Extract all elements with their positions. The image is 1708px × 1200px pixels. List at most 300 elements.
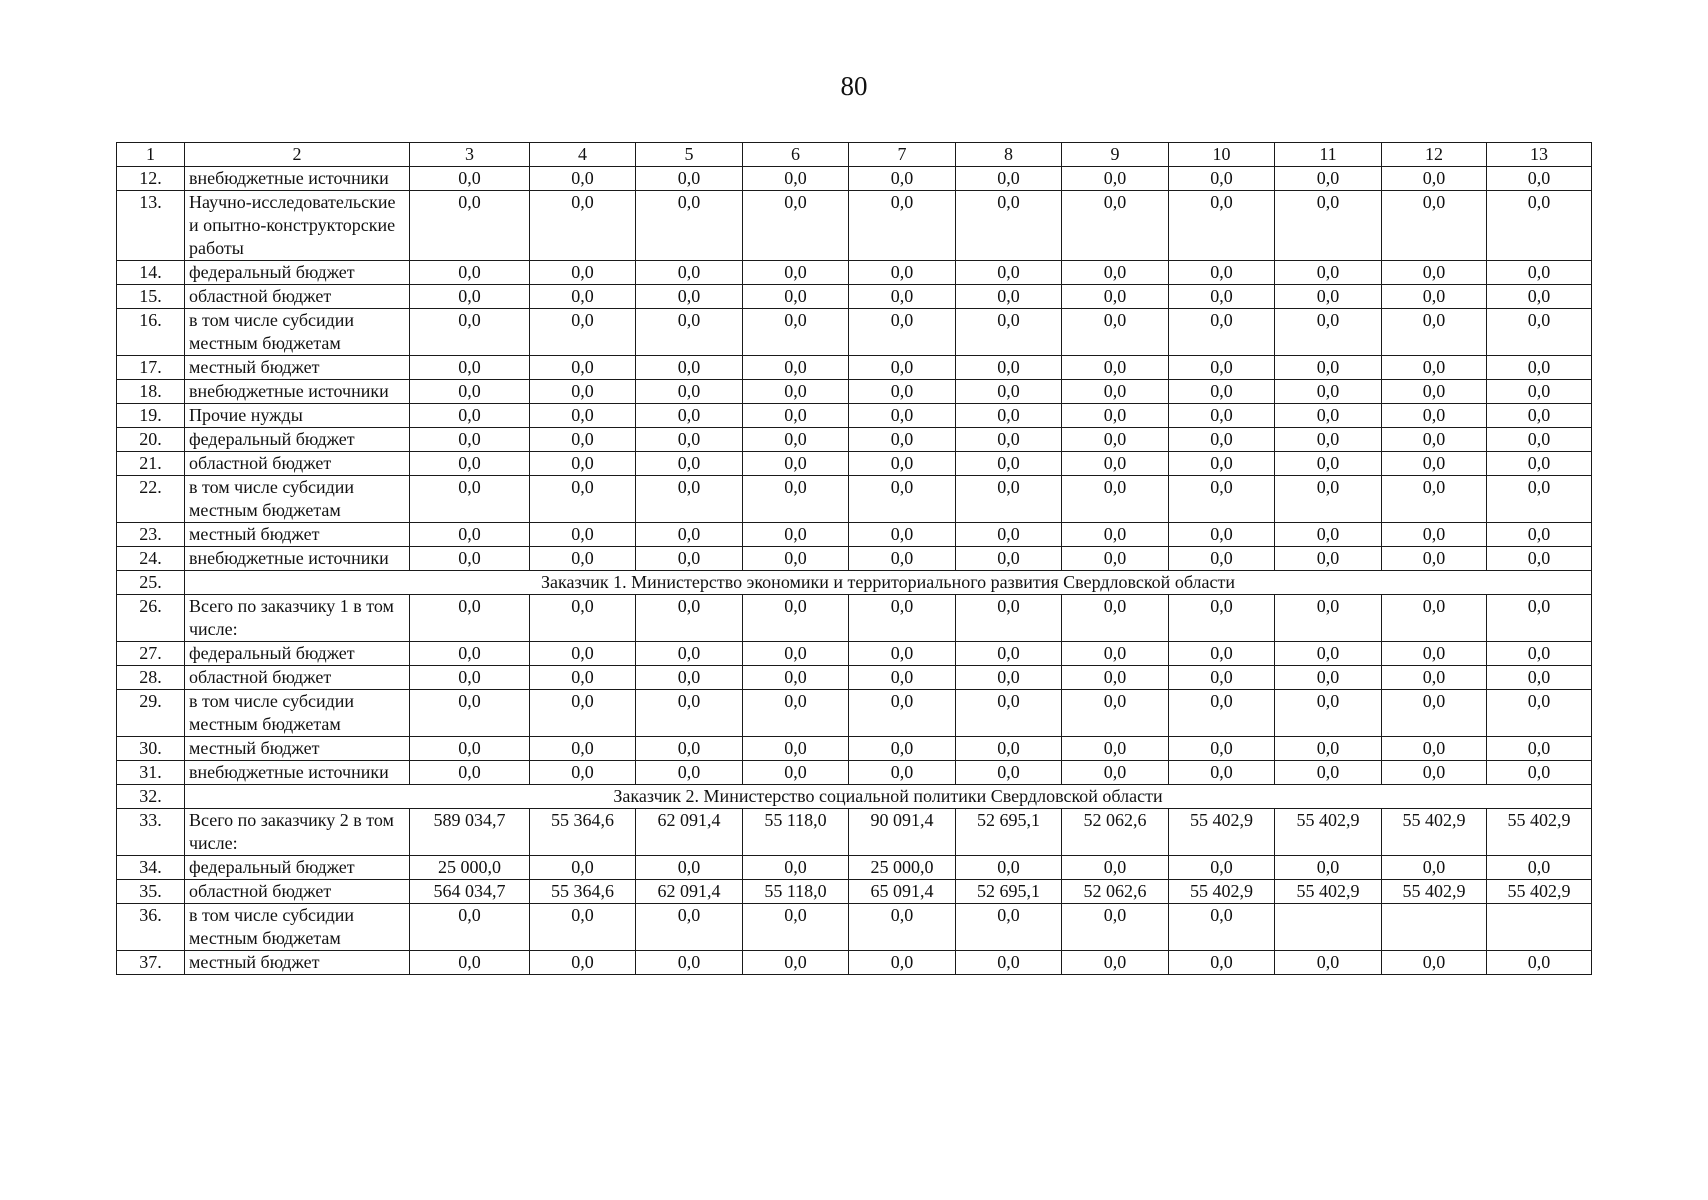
value-cell: 0,0 xyxy=(530,642,636,666)
value-cell: 0,0 xyxy=(636,547,743,571)
value-cell: 0,0 xyxy=(1275,428,1382,452)
value-cell: 0,0 xyxy=(1382,191,1487,261)
row-number: 31. xyxy=(117,761,185,785)
value-cell: 0,0 xyxy=(530,167,636,191)
value-cell: 0,0 xyxy=(849,380,956,404)
value-cell: 0,0 xyxy=(636,642,743,666)
header-cell: 5 xyxy=(636,143,743,167)
value-cell: 0,0 xyxy=(1169,404,1275,428)
value-cell: 0,0 xyxy=(1275,737,1382,761)
value-cell: 0,0 xyxy=(849,761,956,785)
row-number: 19. xyxy=(117,404,185,428)
value-cell: 0,0 xyxy=(1487,428,1592,452)
table-row xyxy=(117,428,1592,452)
value-cell: 0,0 xyxy=(636,428,743,452)
value-cell: 0,0 xyxy=(636,951,743,975)
header-cell: 12 xyxy=(1382,143,1487,167)
value-cell: 0,0 xyxy=(1487,356,1592,380)
value-cell: 25 000,0 xyxy=(410,856,530,880)
header-cell: 9 xyxy=(1062,143,1169,167)
table-row xyxy=(117,666,1592,690)
value-cell: 0,0 xyxy=(1062,737,1169,761)
value-cell: 0,0 xyxy=(1062,309,1169,356)
value-cell: 0,0 xyxy=(1062,404,1169,428)
value-cell: 0,0 xyxy=(743,356,849,380)
value-cell: 0,0 xyxy=(956,167,1062,191)
value-cell: 0,0 xyxy=(530,309,636,356)
value-cell: 0,0 xyxy=(1062,452,1169,476)
value-cell: 0,0 xyxy=(956,547,1062,571)
value-cell: 0,0 xyxy=(636,167,743,191)
value-cell: 0,0 xyxy=(743,951,849,975)
value-cell: 0,0 xyxy=(1169,904,1275,951)
table-header-row xyxy=(117,143,1592,167)
value-cell: 0,0 xyxy=(1169,951,1275,975)
table-row xyxy=(117,571,1592,595)
value-cell: 0,0 xyxy=(410,428,530,452)
value-cell: 0,0 xyxy=(636,404,743,428)
value-cell: 0,0 xyxy=(1062,523,1169,547)
value-cell: 55 402,9 xyxy=(1487,880,1592,904)
value-cell: 0,0 xyxy=(1169,428,1275,452)
value-cell: 0,0 xyxy=(743,285,849,309)
value-cell: 0,0 xyxy=(1275,380,1382,404)
value-cell: 0,0 xyxy=(743,666,849,690)
value-cell: 0,0 xyxy=(743,904,849,951)
row-number: 35. xyxy=(117,880,185,904)
value-cell: 0,0 xyxy=(1169,261,1275,285)
value-cell: 0,0 xyxy=(849,356,956,380)
value-cell: 0,0 xyxy=(410,261,530,285)
value-cell: 55 402,9 xyxy=(1382,880,1487,904)
table-row xyxy=(117,261,1592,285)
value-cell: 0,0 xyxy=(1382,642,1487,666)
value-cell: 0,0 xyxy=(1275,951,1382,975)
value-cell: 0,0 xyxy=(530,951,636,975)
row-label: внебюджетные источники xyxy=(185,547,410,571)
value-cell: 0,0 xyxy=(530,904,636,951)
table-row xyxy=(117,809,1592,856)
row-number: 33. xyxy=(117,809,185,856)
table-row xyxy=(117,880,1592,904)
value-cell: 0,0 xyxy=(1382,356,1487,380)
value-cell: 0,0 xyxy=(636,690,743,737)
row-number: 17. xyxy=(117,356,185,380)
value-cell: 0,0 xyxy=(410,666,530,690)
value-cell: 0,0 xyxy=(956,737,1062,761)
value-cell: 52 062,6 xyxy=(1062,809,1169,856)
value-cell: 55 402,9 xyxy=(1169,880,1275,904)
value-cell: 0,0 xyxy=(1487,642,1592,666)
value-cell: 0,0 xyxy=(1487,547,1592,571)
value-cell: 0,0 xyxy=(1275,856,1382,880)
value-cell: 0,0 xyxy=(956,666,1062,690)
value-cell: 0,0 xyxy=(1169,737,1275,761)
value-cell: 0,0 xyxy=(1062,476,1169,523)
row-number: 15. xyxy=(117,285,185,309)
value-cell: 0,0 xyxy=(636,523,743,547)
value-cell: 0,0 xyxy=(1169,690,1275,737)
row-number: 23. xyxy=(117,523,185,547)
value-cell: 0,0 xyxy=(530,404,636,428)
value-cell: 0,0 xyxy=(636,595,743,642)
value-cell: 90 091,4 xyxy=(849,809,956,856)
value-cell: 0,0 xyxy=(636,761,743,785)
value-cell: 0,0 xyxy=(530,285,636,309)
value-cell: 0,0 xyxy=(530,261,636,285)
value-cell: 0,0 xyxy=(410,547,530,571)
value-cell: 0,0 xyxy=(956,690,1062,737)
value-cell: 0,0 xyxy=(1487,261,1592,285)
page-number: 80 xyxy=(840,71,868,101)
table-row xyxy=(117,309,1592,356)
value-cell: 55 364,6 xyxy=(530,809,636,856)
value-cell: 0,0 xyxy=(956,761,1062,785)
value-cell: 0,0 xyxy=(636,904,743,951)
value-cell: 62 091,4 xyxy=(636,880,743,904)
value-cell: 0,0 xyxy=(1382,856,1487,880)
value-cell: 0,0 xyxy=(530,452,636,476)
value-cell: 0,0 xyxy=(1487,737,1592,761)
value-cell: 0,0 xyxy=(1487,856,1592,880)
row-label: местный бюджет xyxy=(185,523,410,547)
value-cell: 0,0 xyxy=(530,476,636,523)
value-cell: 0,0 xyxy=(956,356,1062,380)
value-cell: 0,0 xyxy=(1169,523,1275,547)
value-cell: 0,0 xyxy=(849,309,956,356)
value-cell: 0,0 xyxy=(1169,167,1275,191)
table-row xyxy=(117,595,1592,642)
value-cell: 0,0 xyxy=(956,595,1062,642)
value-cell: 55 364,6 xyxy=(530,880,636,904)
row-label: Всего по заказчику 1 в том числе: xyxy=(185,595,410,642)
value-cell: 0,0 xyxy=(530,191,636,261)
value-cell: 0,0 xyxy=(849,595,956,642)
row-label: федеральный бюджет xyxy=(185,856,410,880)
value-cell: 0,0 xyxy=(1169,356,1275,380)
table-row xyxy=(117,380,1592,404)
value-cell: 0,0 xyxy=(956,452,1062,476)
value-cell: 52 062,6 xyxy=(1062,880,1169,904)
value-cell: 0,0 xyxy=(1487,523,1592,547)
table-row xyxy=(117,690,1592,737)
value-cell: 25 000,0 xyxy=(849,856,956,880)
table-row xyxy=(117,951,1592,975)
value-cell: 0,0 xyxy=(530,523,636,547)
row-label: федеральный бюджет xyxy=(185,261,410,285)
value-cell: 0,0 xyxy=(743,404,849,428)
value-cell: 0,0 xyxy=(636,309,743,356)
value-cell: 0,0 xyxy=(1382,404,1487,428)
table-row xyxy=(117,737,1592,761)
table-row xyxy=(117,547,1592,571)
row-label: областной бюджет xyxy=(185,285,410,309)
section-title: Заказчик 2. Министерство социальной политики Свердловской области xyxy=(185,785,1592,809)
value-cell: 0,0 xyxy=(410,904,530,951)
value-cell: 0,0 xyxy=(1062,856,1169,880)
value-cell: 0,0 xyxy=(1275,666,1382,690)
value-cell: 0,0 xyxy=(410,690,530,737)
value-cell: 0,0 xyxy=(530,856,636,880)
value-cell: 0,0 xyxy=(1062,951,1169,975)
value-cell: 0,0 xyxy=(1062,428,1169,452)
value-cell: 0,0 xyxy=(1382,547,1487,571)
header-cell: 8 xyxy=(956,143,1062,167)
value-cell: 0,0 xyxy=(1062,666,1169,690)
value-cell: 55 402,9 xyxy=(1382,809,1487,856)
value-cell: 0,0 xyxy=(1275,452,1382,476)
value-cell: 0,0 xyxy=(636,191,743,261)
value-cell: 0,0 xyxy=(849,285,956,309)
value-cell: 0,0 xyxy=(530,428,636,452)
value-cell: 0,0 xyxy=(1062,380,1169,404)
row-number: 13. xyxy=(117,191,185,261)
value-cell: 0,0 xyxy=(410,191,530,261)
value-cell: 0,0 xyxy=(1382,737,1487,761)
value-cell: 0,0 xyxy=(1487,191,1592,261)
value-cell: 0,0 xyxy=(1487,309,1592,356)
value-cell: 0,0 xyxy=(636,380,743,404)
value-cell: 0,0 xyxy=(1275,309,1382,356)
value-cell: 0,0 xyxy=(956,856,1062,880)
value-cell: 0,0 xyxy=(849,642,956,666)
row-label: в том числе субсидии местным бюджетам xyxy=(185,476,410,523)
table-row xyxy=(117,285,1592,309)
row-number: 30. xyxy=(117,737,185,761)
value-cell: 0,0 xyxy=(1275,476,1382,523)
row-number: 16. xyxy=(117,309,185,356)
value-cell: 0,0 xyxy=(1382,428,1487,452)
value-cell: 0,0 xyxy=(1169,761,1275,785)
row-number: 29. xyxy=(117,690,185,737)
section-title: Заказчик 1. Министерство экономики и территориального развития Свердловской области xyxy=(185,571,1592,595)
row-number: 26. xyxy=(117,595,185,642)
value-cell: 62 091,4 xyxy=(636,809,743,856)
value-cell: 0,0 xyxy=(743,167,849,191)
value-cell xyxy=(1382,904,1487,951)
value-cell: 564 034,7 xyxy=(410,880,530,904)
table-row xyxy=(117,856,1592,880)
value-cell: 0,0 xyxy=(636,666,743,690)
value-cell: 0,0 xyxy=(1062,761,1169,785)
value-cell: 0,0 xyxy=(1062,642,1169,666)
row-label: областной бюджет xyxy=(185,666,410,690)
header-cell: 10 xyxy=(1169,143,1275,167)
value-cell: 0,0 xyxy=(956,642,1062,666)
row-label: областной бюджет xyxy=(185,452,410,476)
value-cell: 0,0 xyxy=(1062,547,1169,571)
table-row xyxy=(117,404,1592,428)
value-cell: 0,0 xyxy=(849,167,956,191)
value-cell: 0,0 xyxy=(1487,690,1592,737)
value-cell: 0,0 xyxy=(849,191,956,261)
row-number: 18. xyxy=(117,380,185,404)
row-label: в том числе субсидии местным бюджетам xyxy=(185,690,410,737)
value-cell: 0,0 xyxy=(1487,167,1592,191)
value-cell: 0,0 xyxy=(410,595,530,642)
value-cell: 0,0 xyxy=(743,428,849,452)
value-cell: 0,0 xyxy=(410,476,530,523)
value-cell: 0,0 xyxy=(849,452,956,476)
row-number: 22. xyxy=(117,476,185,523)
value-cell: 0,0 xyxy=(743,523,849,547)
table-row xyxy=(117,642,1592,666)
value-cell: 0,0 xyxy=(1062,261,1169,285)
value-cell: 0,0 xyxy=(1169,666,1275,690)
value-cell: 0,0 xyxy=(743,476,849,523)
row-number: 25. xyxy=(117,571,185,595)
table-row xyxy=(117,761,1592,785)
header-cell: 4 xyxy=(530,143,636,167)
value-cell: 0,0 xyxy=(849,690,956,737)
value-cell: 0,0 xyxy=(1169,595,1275,642)
value-cell: 0,0 xyxy=(956,476,1062,523)
row-number: 24. xyxy=(117,547,185,571)
row-label: федеральный бюджет xyxy=(185,428,410,452)
value-cell: 0,0 xyxy=(410,951,530,975)
value-cell: 65 091,4 xyxy=(849,880,956,904)
value-cell: 0,0 xyxy=(956,404,1062,428)
value-cell: 0,0 xyxy=(743,452,849,476)
value-cell: 0,0 xyxy=(1487,404,1592,428)
value-cell: 0,0 xyxy=(743,191,849,261)
row-label: местный бюджет xyxy=(185,951,410,975)
value-cell: 0,0 xyxy=(1062,285,1169,309)
value-cell: 0,0 xyxy=(743,595,849,642)
row-label: внебюджетные источники xyxy=(185,380,410,404)
row-label: местный бюджет xyxy=(185,737,410,761)
value-cell: 0,0 xyxy=(1275,523,1382,547)
value-cell: 0,0 xyxy=(956,380,1062,404)
value-cell: 0,0 xyxy=(1169,856,1275,880)
value-cell: 0,0 xyxy=(1275,167,1382,191)
header-cell: 11 xyxy=(1275,143,1382,167)
value-cell: 0,0 xyxy=(849,476,956,523)
value-cell: 0,0 xyxy=(956,951,1062,975)
value-cell: 0,0 xyxy=(636,476,743,523)
row-label: Всего по заказчику 2 в том числе: xyxy=(185,809,410,856)
value-cell: 0,0 xyxy=(849,904,956,951)
value-cell: 0,0 xyxy=(743,737,849,761)
table-row xyxy=(117,523,1592,547)
value-cell: 0,0 xyxy=(743,642,849,666)
value-cell: 0,0 xyxy=(1487,761,1592,785)
value-cell: 0,0 xyxy=(743,547,849,571)
row-label: Прочие нужды xyxy=(185,404,410,428)
value-cell: 0,0 xyxy=(956,261,1062,285)
value-cell: 55 402,9 xyxy=(1169,809,1275,856)
value-cell: 0,0 xyxy=(636,856,743,880)
row-label: федеральный бюджет xyxy=(185,642,410,666)
value-cell: 0,0 xyxy=(410,356,530,380)
value-cell: 0,0 xyxy=(1062,690,1169,737)
value-cell: 0,0 xyxy=(530,356,636,380)
value-cell: 0,0 xyxy=(410,309,530,356)
row-number: 14. xyxy=(117,261,185,285)
value-cell xyxy=(1487,904,1592,951)
table-row xyxy=(117,904,1592,951)
value-cell: 0,0 xyxy=(849,547,956,571)
value-cell: 0,0 xyxy=(849,404,956,428)
value-cell: 589 034,7 xyxy=(410,809,530,856)
row-number: 32. xyxy=(117,785,185,809)
value-cell: 0,0 xyxy=(1169,452,1275,476)
value-cell: 0,0 xyxy=(1382,523,1487,547)
value-cell: 0,0 xyxy=(530,547,636,571)
value-cell: 0,0 xyxy=(1275,547,1382,571)
value-cell: 0,0 xyxy=(849,666,956,690)
row-number: 27. xyxy=(117,642,185,666)
value-cell: 55 402,9 xyxy=(1487,809,1592,856)
value-cell: 0,0 xyxy=(1487,452,1592,476)
value-cell: 0,0 xyxy=(1275,761,1382,785)
value-cell: 0,0 xyxy=(1275,690,1382,737)
value-cell: 0,0 xyxy=(1169,380,1275,404)
value-cell: 0,0 xyxy=(1487,595,1592,642)
row-number: 34. xyxy=(117,856,185,880)
value-cell: 0,0 xyxy=(1062,904,1169,951)
value-cell: 0,0 xyxy=(530,737,636,761)
value-cell: 0,0 xyxy=(410,404,530,428)
value-cell: 0,0 xyxy=(636,261,743,285)
row-number: 37. xyxy=(117,951,185,975)
value-cell: 0,0 xyxy=(1382,761,1487,785)
value-cell: 0,0 xyxy=(410,380,530,404)
value-cell: 0,0 xyxy=(1275,595,1382,642)
value-cell: 0,0 xyxy=(743,690,849,737)
value-cell: 0,0 xyxy=(1487,380,1592,404)
header-cell: 2 xyxy=(185,143,410,167)
table-row xyxy=(117,785,1592,809)
value-cell: 0,0 xyxy=(1169,547,1275,571)
value-cell: 0,0 xyxy=(743,261,849,285)
value-cell: 0,0 xyxy=(410,452,530,476)
value-cell: 0,0 xyxy=(956,191,1062,261)
value-cell: 0,0 xyxy=(410,737,530,761)
value-cell: 0,0 xyxy=(1275,642,1382,666)
row-number: 36. xyxy=(117,904,185,951)
row-label: внебюджетные источники xyxy=(185,167,410,191)
value-cell: 0,0 xyxy=(530,761,636,785)
row-number: 20. xyxy=(117,428,185,452)
value-cell: 0,0 xyxy=(410,523,530,547)
value-cell: 55 118,0 xyxy=(743,809,849,856)
value-cell: 0,0 xyxy=(636,356,743,380)
value-cell: 0,0 xyxy=(636,285,743,309)
value-cell: 0,0 xyxy=(956,904,1062,951)
value-cell: 0,0 xyxy=(1062,356,1169,380)
value-cell: 0,0 xyxy=(1382,666,1487,690)
value-cell: 0,0 xyxy=(1275,404,1382,428)
value-cell: 0,0 xyxy=(1382,261,1487,285)
row-label: местный бюджет xyxy=(185,356,410,380)
table-row xyxy=(117,476,1592,523)
value-cell xyxy=(1275,904,1382,951)
value-cell: 0,0 xyxy=(743,309,849,356)
value-cell: 0,0 xyxy=(849,261,956,285)
value-cell: 0,0 xyxy=(1275,191,1382,261)
value-cell: 0,0 xyxy=(849,523,956,547)
value-cell: 55 402,9 xyxy=(1275,809,1382,856)
value-cell: 0,0 xyxy=(1382,951,1487,975)
value-cell: 0,0 xyxy=(1382,476,1487,523)
value-cell: 0,0 xyxy=(1062,191,1169,261)
value-cell: 0,0 xyxy=(530,666,636,690)
value-cell: 0,0 xyxy=(743,856,849,880)
value-cell: 0,0 xyxy=(849,737,956,761)
value-cell: 0,0 xyxy=(849,428,956,452)
value-cell: 0,0 xyxy=(1487,666,1592,690)
